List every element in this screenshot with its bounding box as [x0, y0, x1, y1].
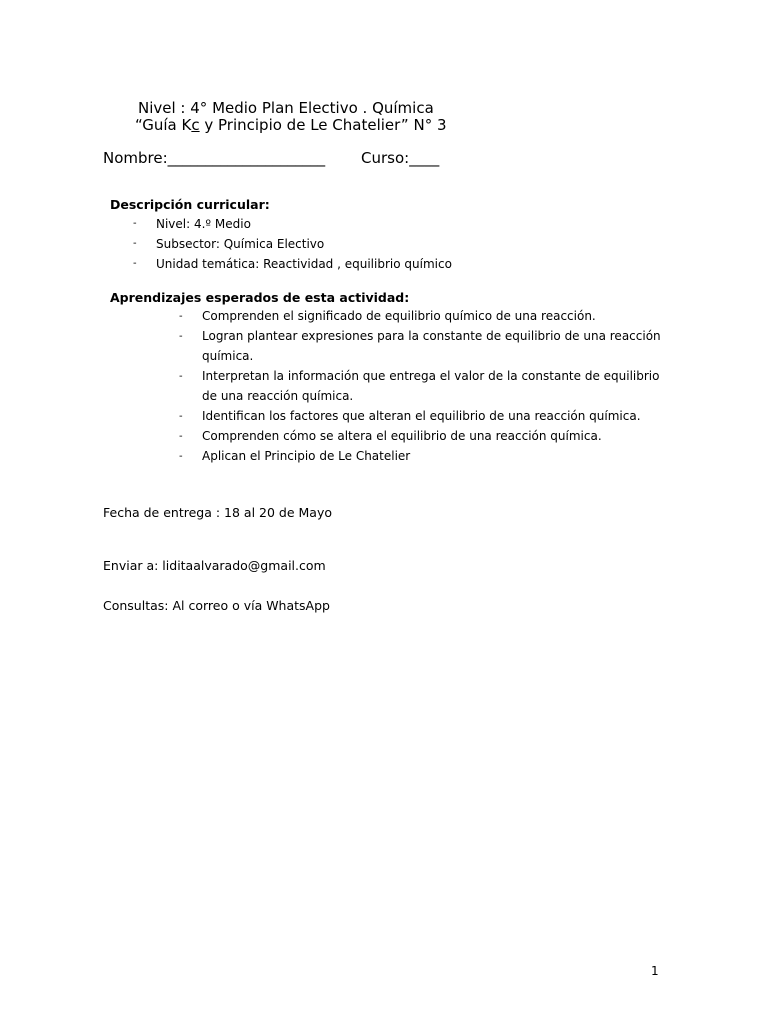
bullet-dash: - — [133, 258, 137, 269]
list-item: Logran plantear expresiones para la constante de equilibrio de una reacción — [202, 329, 661, 343]
send-to-email: Enviar a: liditaalvarado@gmail.com — [103, 558, 326, 573]
bullet-dash: - — [133, 238, 137, 249]
course-field[interactable]: Curso:____ — [361, 149, 440, 167]
name-field[interactable]: Nombre:_____________________ — [103, 149, 326, 167]
list-item: Nivel: 4.º Medio — [156, 217, 251, 231]
curricular-description-title: Descripción curricular: — [110, 197, 270, 212]
guide-title — [135, 116, 447, 134]
bullet-dash: - — [179, 431, 183, 442]
list-item: Identifican los factores que alteran el equilibrio de una reacción química. — [202, 409, 641, 423]
list-item: Unidad temática: Reactividad , equilibrio químico — [156, 257, 452, 271]
guide-title-pre: “Guía K — [135, 116, 192, 134]
list-item: Comprenden el significado de equilibrio químico de una reacción. — [202, 309, 596, 323]
guide-title-subscript: c — [191, 116, 200, 134]
list-item: Subsector: Química Electivo — [156, 237, 325, 251]
page-number: 1 — [651, 964, 659, 978]
bullet-dash: - — [179, 411, 183, 422]
header-level-line: Nivel : 4° Medio Plan Electivo . Química — [138, 99, 434, 117]
bullet-dash: - — [133, 218, 137, 229]
bullet-dash: - — [179, 311, 183, 322]
list-item-continuation: de una reacción química. — [202, 389, 354, 403]
bullet-dash: - — [179, 451, 183, 462]
list-item: Aplican el Principio de Le Chatelier — [202, 449, 411, 463]
bullet-dash: - — [179, 331, 183, 342]
learning-outcomes-title: Aprendizajes esperados de esta actividad: — [110, 290, 410, 305]
bullet-dash: - — [179, 371, 183, 382]
due-date: Fecha de entrega : 18 al 20 de Mayo — [103, 505, 332, 520]
list-item-continuation: química. — [202, 349, 254, 363]
inquiries: Consultas: Al correo o vía WhatsApp — [103, 598, 330, 613]
guide-title-post: y Principio de Le Chatelier” N° 3 — [199, 116, 447, 134]
list-item: Comprenden cómo se altera el equilibrio de una reacción química. — [202, 429, 602, 443]
list-item: Interpretan la información que entrega el valor de la constante de equilibrio — [202, 369, 660, 383]
